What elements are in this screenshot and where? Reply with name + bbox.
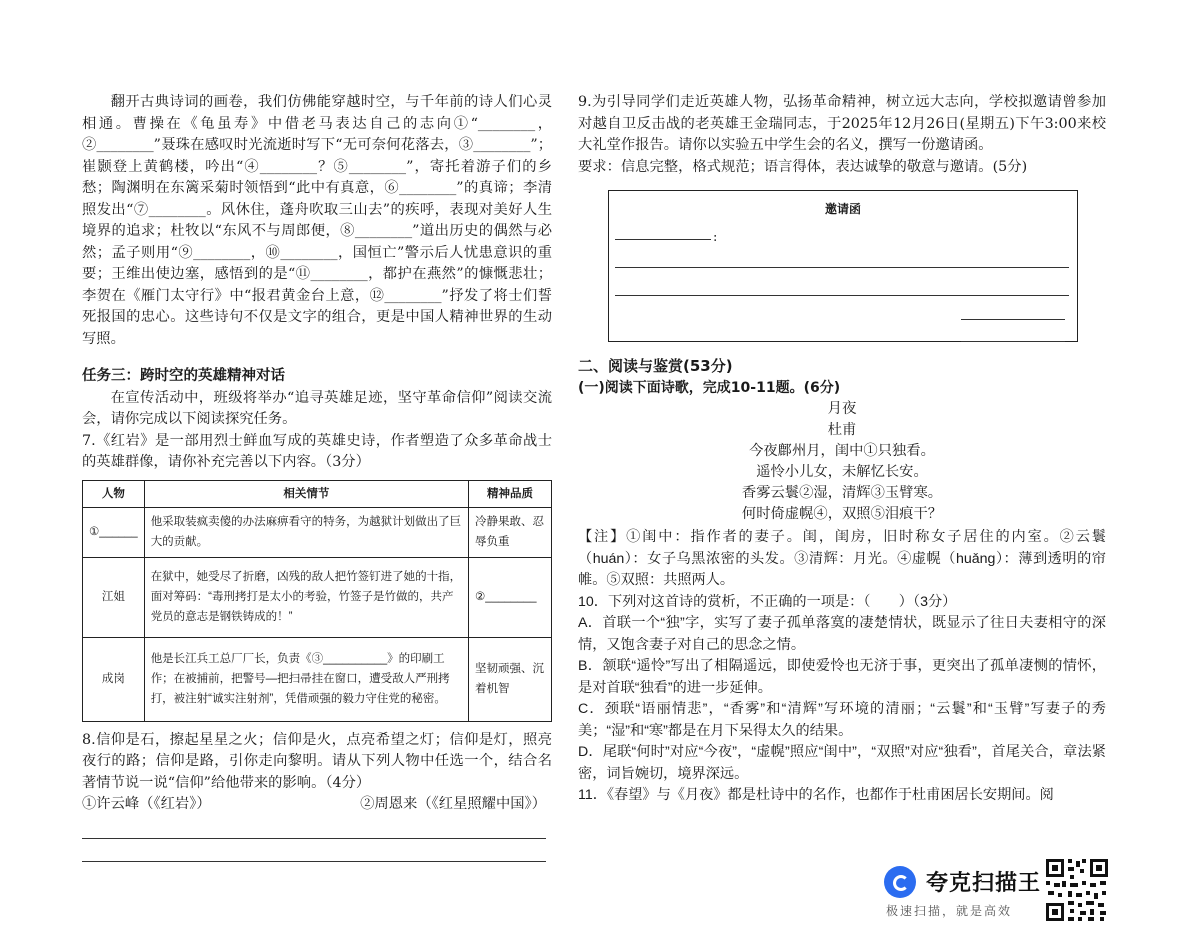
table-header: 精神品质: [469, 480, 552, 507]
q8-option-1: ①许云峰（《红岩》）: [82, 796, 211, 812]
answer-line[interactable]: [82, 839, 546, 862]
table-cell-name: 江姐: [83, 557, 145, 637]
q10-option-b: B．颔联“遥怜”写出了相隔遥远，即使爱怜也无济于事，更突出了孤单凄恻的情怀，是对首联“独看”的进一步延伸。: [578, 658, 1106, 696]
q10-option-c: C．颈联“语丽情悲”，“香雾”和“清辉”写环境的清丽；“云鬟”和“玉臂”写妻子的秀美；“湿”和“寒”都是在月下呆得太久的结果。: [578, 701, 1106, 739]
poem-notes: 【注】①闺中：指作者的妻子。闺，闺房，旧时称女子居住的内室。②云鬟（huán）：女子乌黑浓密的头发。③清辉：月光。④虚幌（huǎng）：薄到透明的帘帷。⑤双照：共照两人。: [578, 529, 1106, 588]
watermark-slogan: 极速扫描，就是高效: [886, 904, 1013, 918]
table-header: 人物: [83, 480, 145, 507]
watermark-brand: 夸克扫描王: [926, 871, 1042, 896]
poem: [578, 399, 1106, 525]
salutation-colon: :: [713, 230, 718, 245]
date-line[interactable]: [961, 341, 1065, 342]
question-8-options: [82, 794, 546, 816]
qr-code-icon: [1044, 857, 1110, 923]
poetry-fill-in-passage: 翻开古典诗词的画卷，我们仿佛能穿越时空，与千年前的诗人们心灵相通。曹操在《龟虽寿》中借老马表达自己的志向①“________，②________”聂珠在感叹时光流逝时写下“无可奈何花落去，③________”；崔颢登上黄鹤楼，吟出“④________？⑤________”，寄托着游子们的乡愁；陶渊明在东篱采菊时领悟到“此中有真意，⑥________”的真谛；李清照发出“⑦________。风休住，蓬舟吹取三山去”的疾呼，表现对美好人生境界的追求；杜牧以“东风不与周郎便，⑧________”道出历史的偶然与必然；孟子则用“⑨________，⑩________，国恒亡”警示后人忧患意识的重要；王维出使边塞，感悟到的是“⑪________，都护在燕然”的慷慨悲壮；李贺在《雁门太守行》中“报君黄金台上意，⑫________”抒发了将士们誓死报国的忠心。这些诗句不仅是文字的组合，更是中国人精神世界的生动写照。: [82, 94, 552, 347]
table-row: [83, 637, 552, 721]
poem-line: 何时倚虚幌④，双照⑤泪痕干？: [741, 506, 943, 522]
salutation-line[interactable]: [615, 239, 711, 240]
body-line[interactable]: [615, 267, 1069, 268]
question-7: 7.《红岩》是一部用烈士鲜血写成的英雄史诗，作者塑造了众多革命战士的英雄群像，请你补充完善以下内容。（3分）: [82, 432, 552, 470]
table-cell-plot: 他是长江兵工总厂厂长，负责《③__________》的印刷工作；在被捕前，把警号—把扫帚挂在窗口，遭受敌人严刑拷打，被注射“诚实注射剂”，凭借顽强的毅力守住党的秘密。: [144, 637, 468, 721]
q10-option-a: A．首联一个“独”字，实写了妻子孤单落寞的凄楚情状，既显示了往日夫妻相守的深情，又饱含妻子对自己的思念之情。: [578, 615, 1106, 653]
question-8: 8.信仰是石，擦起星星之火；信仰是火，点亮希望之灯；信仰是灯，照亮夜行的路；信仰是路，引你走向黎明。请从下列人物中任选一个，结合名著情节说一说“信仰”给他带来的影响。（4分）: [82, 731, 552, 791]
q10-option-d: D．尾联“何时”对应“今夜”，“虚幌”照应“闺中”，“双照”对应“独看”，首尾关合，章法紧密，词旨婉切，境界深远。: [578, 744, 1106, 782]
table-cell-quality: 冷静果敢、忍辱负重: [469, 507, 552, 557]
question-11: 11．《春望》与《月夜》都是杜诗中的名作，也都作于杜甫困居长安期间。阅: [578, 787, 1054, 803]
poem-line: 香雾云鬟②湿，清辉③玉臂寒。: [741, 485, 943, 501]
table-cell-quality: ②________: [469, 557, 552, 637]
signature-line[interactable]: [961, 319, 1065, 320]
task3-intro: 在宣传活动中，班级将举办“追寻英雄足迹，坚守革命信仰”阅读交流会，请你完成以下阅读探究任务。: [82, 389, 552, 427]
section-2-heading: 二、阅读与鉴赏(53分): [578, 357, 733, 375]
scanner-watermark: [884, 862, 1054, 922]
table-row: [83, 507, 552, 557]
question-9-requirements: 要求：信息完整，格式规范；语言得体，表达诚挚的敬意与邀请。(5分): [578, 158, 1028, 175]
body-line[interactable]: [615, 295, 1069, 296]
task3-heading: 任务三：跨时空的英雄精神对话: [82, 368, 285, 384]
invitation-box[interactable]: [608, 190, 1078, 342]
left-column: [82, 92, 552, 862]
question-10: 10．下列对这首诗的赏析，不正确的一项是：（ ）（3分）: [578, 593, 957, 610]
table-cell-plot: 在狱中，她受尽了折磨，凶残的敌人把竹签钉进了她的十指，面对筹码：“毒刑拷打是太小的考验，竹签子是竹做的，共产党员的意志是钢铁铸成的！”: [144, 557, 468, 637]
poem-line: 遥怜小儿女，未解忆长安。: [756, 464, 928, 480]
question-9: 9.为引导同学们走近英雄人物，弘扬革命精神，树立远大志向，学校拟邀请曾参加对越自卫反击战的老英雄王金瑞同志，于2025年12月26日(星期五)下午3:00来校大礼堂作报告。请你以实验五中学生会的名义，撰写一份邀请函。: [578, 94, 1106, 153]
subsection-1-heading: (一)阅读下面诗歌，完成10-11题。(6分): [578, 379, 841, 396]
q8-option-2: ②周恩来（《红星照耀中国》）: [360, 796, 546, 812]
answer-line[interactable]: [82, 816, 546, 839]
table-row: [83, 557, 552, 637]
quark-logo-icon: [884, 866, 916, 898]
table-header: 相关情节: [144, 480, 468, 507]
poem-title: 月夜: [827, 401, 857, 417]
poem-line: 今夜鄜州月，闺中①只独看。: [749, 443, 935, 459]
table-header-row: [83, 480, 552, 507]
poem-author: 杜甫: [827, 422, 857, 438]
table-cell-name: ①______: [83, 507, 145, 557]
table-cell-quality: 坚韧顽强、沉着机智: [469, 637, 552, 721]
invitation-title: 邀请函: [824, 202, 861, 216]
table-cell-name: 成岗: [83, 637, 145, 721]
hero-table: [82, 480, 552, 722]
table-cell-plot: 他采取装疯卖傻的办法麻痹看守的特务，为越狱计划做出了巨大的贡献。: [144, 507, 468, 557]
right-column: [578, 92, 1106, 807]
